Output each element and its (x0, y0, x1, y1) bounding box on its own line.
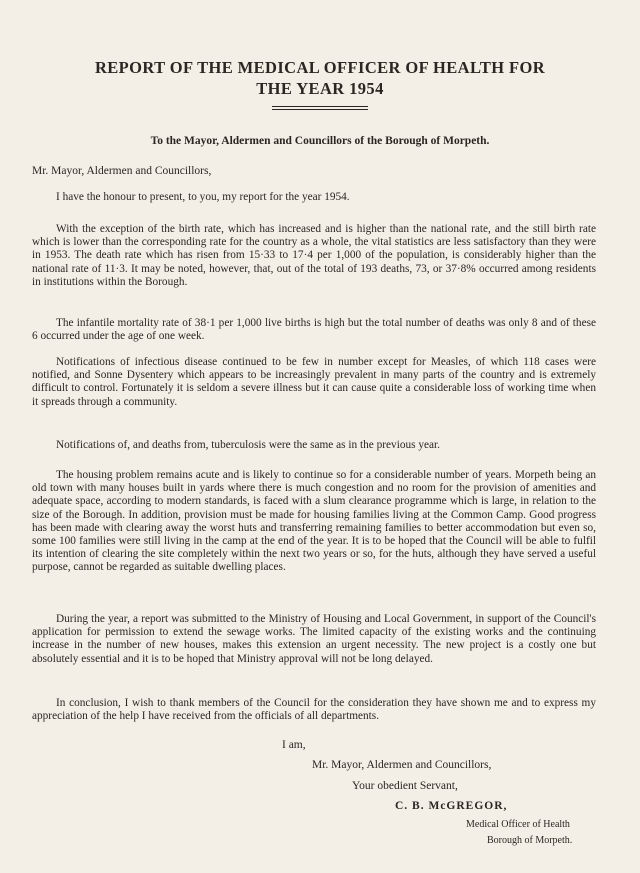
paragraph-sewage: During the year, a report was submitted to the Ministry of Housing and Local Government, in support of the Council's application for permission to extend the sewage works. The limited capacity of the existing works and the continuing increase in the number of new houses, makes this extension an urgent necessity. The new project is a costly one but absolutely essential and it is to be hoped that Ministry approval will not be long delayed. (32, 613, 596, 665)
signatory-role: Medical Officer of Health (466, 819, 570, 830)
report-title-line-2: THE YEAR 1954 (256, 79, 384, 98)
signatory-name: C. B. McGREGOR, (395, 800, 508, 812)
closing-i-am: I am, (282, 739, 306, 751)
closing-servant: Your obedient Servant, (352, 780, 458, 792)
paragraph-intro: I have the honour to present, to you, my report for the year 1954. (56, 191, 350, 203)
salutation: Mr. Mayor, Aldermen and Councillors, (32, 165, 212, 177)
paragraph-infant-mortality: The infantile mortality rate of 38·1 per 1,000 live births is high but the total number of deaths was only 8 and of these 6 occurred under the age of one week. (32, 317, 596, 343)
closing-address: Mr. Mayor, Aldermen and Councillors, (312, 759, 492, 771)
signatory-borough: Borough of Morpeth. (487, 835, 573, 846)
addressee-line: To the Mayor, Aldermen and Councillors of the Borough of Morpeth. (150, 135, 490, 147)
paragraph-tuberculosis: Notifications of, and deaths from, tuberculosis were the same as in the previous year. (56, 439, 440, 451)
paragraph-infectious-disease: Notifications of infectious disease continued to be few in number except for Measles, of which 118 cases were notified, and Sonne Dysentery which appears to be increasingly prevalent in many parts of the country and is extremely difficult to control. Fortunately it is seldom a severe illness but it can cause quite a considerable loss of working time when it spreads through a community. (32, 356, 596, 408)
title-rule-bottom (272, 109, 368, 110)
paragraph-housing: The housing problem remains acute and is likely to continue so for a considerable number of years. Morpeth being an old town with many houses built in yards where there is much congestion and no room for the provision of amenities and adequate space, according to modern standards, is faced with a slum clearance programme which is large, in relation to the size of the Borough. In addition, provision must be made for housing families living at the Common Camp. Good progress has been made with clearing away the worst huts and transferring remaining families to better accommodation but even so, some 100 families were still living in the camp at the end of the year. It is to be hoped that the Council will be able to fulfil its intention of clearing the site completely within the next two years or so, for the huts, although they have served a useful purpose, cannot be regarded as suitable dwelling places. (32, 469, 596, 574)
paragraph-conclusion: In conclusion, I wish to thank members of the Council for the consideration they have shown me and to express my appreciation of the help I have received from the officials of all departments. (32, 697, 596, 723)
title-rule-top (272, 106, 368, 107)
report-title-line-1: REPORT OF THE MEDICAL OFFICER OF HEALTH FOR (94, 58, 546, 77)
paragraph-vital-statistics: With the exception of the birth rate, which has increased and is higher than the national rate, and the still birth rate which is lower than the corresponding rate for the country as a whole, the vital statistics are less satisfactory than they were in 1953. The death rate which has risen from 15·33 to 17·4 per 1,000 of the population, is considerably higher than the national rate of 11·3. It may be noted, however, that, out of the total of 193 deaths, 73, or 37·8% occurred among residents in institutions within the Borough. (32, 223, 596, 288)
